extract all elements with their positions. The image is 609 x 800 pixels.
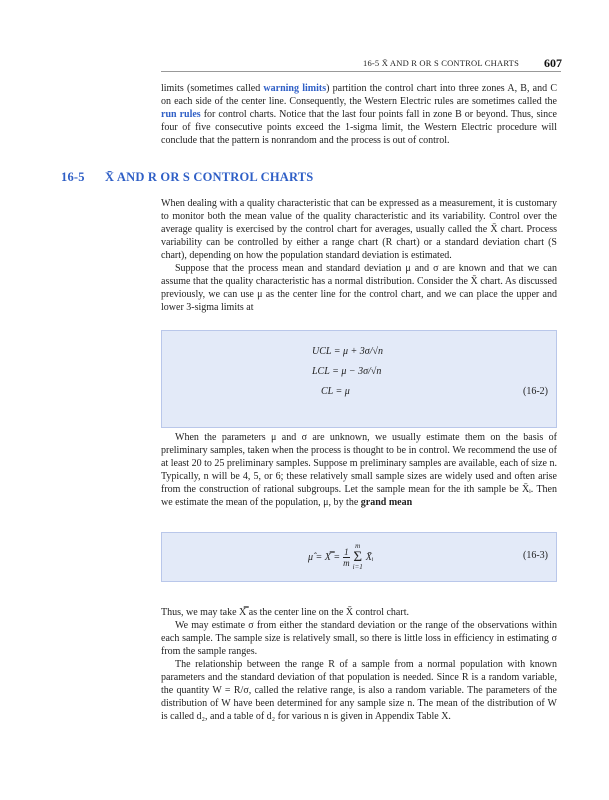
running-title: 16-5 X̄ AND R OR S CONTROL CHARTS xyxy=(363,58,519,68)
warning-limits-term: warning limits xyxy=(263,83,327,94)
lcl-equation: LCL = μ − 3σ/√n xyxy=(312,366,382,377)
page-number: 607 xyxy=(544,56,562,70)
run-rules-term: run rules xyxy=(161,108,201,120)
body-paragraph-2: Suppose that the process mean and standard deviation μ and σ are known and that we can assume that the quality characteristic has a normal distribution. Consider the X̄ chart. As discussed previously, we can use μ as the center line for the control chart, and we can place the upper and lower 3-sigma limits at xyxy=(161,263,557,313)
equation-number-16-3: (16-3) xyxy=(523,550,548,561)
equation-box-16-3 xyxy=(161,532,557,582)
running-header xyxy=(0,56,609,72)
intro-paragraph: limits (sometimes called warning limits) partition the control chart into three zones A, B, and C on each side of the center line. Consequently, the Western Electric rules are sometimes called the run rules for control charts. Notice that the last four points fall in zone B or beyond. Thus, since four of five consecutive points exceed the 1-sigma limit, the Western Electric procedure will conclude that the pattern is nonrandom and the process is out of control. xyxy=(161,83,557,146)
cl-equation: CL = μ xyxy=(321,386,350,397)
section-number: 16-5 xyxy=(61,170,85,184)
body-paragraph-4: Thus, we may take X̿ as the center line on the X̄ control chart. xyxy=(161,607,409,618)
body-paragraph-6: The relationship between the range R of a sample from a normal population with known parameters and the standard deviation of that population is needed. Since R is a random variable, the quantity W = R/σ, called the relative range, is also a random variable. The parameters of the distribution of W have been determined for any sample size n. The mean of the distribution of W is called d₂, and a table of d₂ for various n is given in Appendix Table X. xyxy=(161,659,557,722)
grand-mean-term: grand mean xyxy=(360,496,413,508)
equation-box-16-2 xyxy=(161,330,557,428)
section-heading xyxy=(61,170,313,185)
body-paragraph-3: When the parameters μ and σ are unknown, we usually estimate them on the basis of preliminary samples, taken when the process is thought to be in control. We recommend the use of at least 20 to 25 preliminary samples. Suppose m preliminary samples are available, each of size n. Typically, n will be 4, 5, or 6; these relatively small sample sizes are widely used and often arise from the construction of rational subgroups. Let the sample mean for the ith sample be X̄ᵢ. Then we estimate the mean of the population, μ, by the grand mean xyxy=(161,432,557,508)
fraction: $\frac{1}{m}$ xyxy=(343,546,350,568)
body-paragraph-5: We may estimate σ from either the standard deviation or the range of the observations within each sample. The sample size is relatively small, so there is little loss in efficiency in estimating σ from the sample ranges. xyxy=(161,620,557,657)
summation: m Σ i=1 xyxy=(352,542,363,571)
ucl-equation: UCL = μ + 3σ/√n xyxy=(312,346,383,357)
grand-mean-equation: μ̂ = X̿ = $\frac{1}{m}$ m Σ i=1 X̄ᵢ xyxy=(308,542,374,571)
section-title: X̄ AND R OR S CONTROL CHARTS xyxy=(105,170,314,184)
equation-number-16-2: (16-2) xyxy=(523,386,548,397)
header-rule xyxy=(161,71,561,72)
body-paragraph-1: When dealing with a quality characteristic that can be expressed as a measurement, it is customary to monitor both the mean value of the quality characteristic and its variability. Control over the average quality is exercised by the control chart for averages, usually called the X̄ chart. Process variability can be controlled by either a range chart (R chart) or a standard deviation chart (S chart), depending on how the population standard deviation is estimated. xyxy=(161,198,557,261)
